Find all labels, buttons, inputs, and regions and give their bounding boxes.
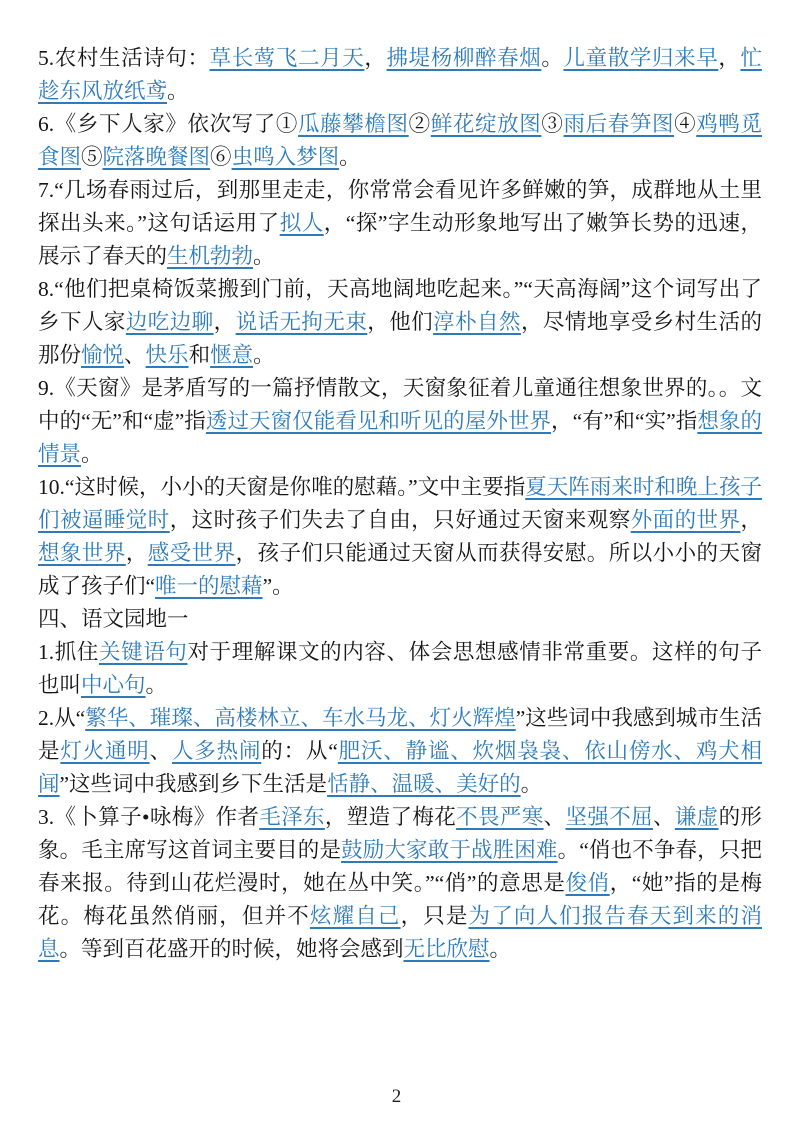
text-run: 8.“他们把桌椅饭菜搬到门前，天高地阔地吃起来。”“天高海阔”这个词写出了乡下人家 [38,277,762,334]
answer-text: 感受世界 [147,541,236,565]
answer-text: 鼓励大家敢于战胜困难 [341,838,558,862]
text-run: ， [718,46,741,70]
text-run: ，孩子们只能通过天窗从而获得安慰。所以小小的天窗成了孩子们“ [38,541,762,598]
answer-text: 炫耀自己 [309,904,401,928]
text-run: 1.抓住 [38,640,99,664]
answer-text: 拂堤杨柳醉春烟 [386,46,542,70]
answer-text: 拟人 [279,211,324,235]
text-run: 。 [253,244,275,268]
answer-text: 淳朴自然 [433,310,521,334]
text-run: ，只是 [400,904,469,928]
text-run: 9.《天窗》是茅盾写的一篇抒情散文，天窗象征着儿童通往想象世界的。。文中的“无”和“虚”指 [38,376,762,433]
text-run: 5.农村生活诗句： [38,46,210,70]
answer-text: 毛泽东 [259,805,325,829]
text-run: ，“她”指的是梅花。梅花虽然俏丽，但并不 [38,871,762,928]
answer-text: 关键语句 [98,640,188,664]
answer-text: 透过天窗仅能看见和听见的屋外世界 [205,409,552,433]
text-run: ，“探”字生动形象地写出了嫩笋长势的迅速，展示了春天的 [38,211,762,268]
answer-text: 快乐 [145,343,189,367]
section-heading [38,603,762,636]
answer-text: 瓜藤攀檐图 [298,112,409,136]
answer-text: 儿童散学归来早 [563,46,719,70]
answer-text: 愉悦 [81,343,125,367]
answer-text: 不畏严寒 [456,805,544,829]
answer-text: 俊俏 [565,871,610,895]
text-run: 。 [489,937,512,961]
text-run: ④ [674,112,697,136]
text-run: ，这时孩子们失去了自由，只好通过天窗来观察 [169,508,631,532]
answer-text: 唯一的慰藉 [155,574,263,598]
text-run: 。 [339,145,361,169]
answer-text: 说话无拘无束 [235,310,368,334]
text-run: 7.“几场春雨过后，到那里走走，你常常会看见许多鲜嫩的笋，成群地从土里探出头来。”这句话运用了 [38,178,762,235]
text-run: 2.从“ [38,706,86,730]
text-run: 。等到百花盛开的时候，她将会感到 [59,937,404,961]
document-body [38,42,762,966]
answer-text: 恬静、温暖、美好的 [327,772,521,796]
answer-text: 鸡鸭觅食图 [38,112,762,169]
text-run: ，塑造了梅花 [324,805,457,829]
answer-text: 雨后春笋图 [563,112,675,136]
paragraph [38,174,762,273]
answer-text: 想象世界 [38,541,126,565]
answer-text: 生机勃勃 [167,244,254,268]
text-run: 10.“这时候，小小的天窗是你唯的慰藉。”文中主要指 [38,475,526,499]
paragraph [38,372,762,471]
answer-text: 夏天阵雨来时和晚上孩子们被逼睡觉时 [38,475,762,532]
text-run: 的形象。毛主席写这首词主要目的是 [38,805,762,862]
text-run: 、 [652,805,675,829]
text-run: ”。 [262,574,294,598]
answer-text: 鲜花绽放图 [430,112,542,136]
answer-text: 想象的情景 [38,409,762,466]
text-run: ”这些词中我感到城市生活是 [38,706,762,763]
page-number: 2 [391,1086,402,1107]
text-run: 6.《乡下人家》依次写了① [38,112,299,136]
paragraph [38,636,762,702]
text-run: 和 [188,343,211,367]
text-run: 。“俏也不争春，只把春来报。待到山花烂漫时，她在丛中笑。”“俏”的意思是 [38,838,762,895]
answer-text: 繁华、璀璨、高楼林立、车水马龙、灯火辉煌 [85,706,516,730]
answer-text: 草长莺飞二月天 [209,46,365,70]
text-run: 、 [543,805,566,829]
paragraph [38,471,762,603]
answer-text: 虫鸣入梦图 [231,145,340,169]
answer-text: 外面的世界 [630,508,741,532]
answer-text: 边吃边聊 [125,310,214,334]
text-run: ， [740,508,762,532]
text-run: ，他们 [367,310,434,334]
text-run: 。 [167,79,189,103]
text-run: 、 [124,343,146,367]
answer-text: 肥沃、静谧、炊烟袅袅、依山傍水、鸡犬相闻 [38,739,762,796]
text-run: ， [125,541,148,565]
text-run: ”这些词中我感到乡下生活是 [59,772,328,796]
text-run: 。 [520,772,543,796]
text-run: 、 [149,739,172,763]
answer-text: 人多热闹 [171,739,262,763]
text-run: ② [408,112,431,136]
text-run: 的：从“ [261,739,338,763]
text-run: 四、语文园地一 [38,607,189,631]
answer-text: 坚强不屈 [565,805,653,829]
text-run: ，“有”和“实”指 [551,409,698,433]
answer-text: 无比欣慰 [403,937,490,961]
text-run: 。 [541,46,564,70]
text-run: ⑥ [210,145,232,169]
paragraph [38,108,762,174]
text-run: 。 [253,343,275,367]
answer-text: 谦虚 [674,805,719,829]
answer-text: 中心句 [81,673,146,697]
answer-text: 灯火通明 [60,739,150,763]
answer-text: 忙趁东风放纸鸢 [38,46,762,103]
text-run: ， [213,310,236,334]
text-run: 。 [145,673,168,697]
answer-text: 院落晚餐图 [102,145,211,169]
text-run: ，尽情地享受乡村生活的那份 [38,310,762,367]
paragraph [38,42,762,108]
paragraph [38,273,762,372]
text-run: 对于理解课文的内容、体会思想感情非常重要。这样的句子也叫 [38,640,762,697]
text-run: ③ [541,112,564,136]
answer-text: 为了向人们报告春天到来的消息 [38,904,762,961]
text-run: 3.《卜算子•咏梅》作者 [38,805,260,829]
text-run: ， [364,46,387,70]
paragraph [38,801,762,966]
text-run: 。 [81,442,103,466]
paragraph [38,702,762,801]
text-run: ⑤ [81,145,103,169]
answer-text: 惬意 [210,343,254,367]
